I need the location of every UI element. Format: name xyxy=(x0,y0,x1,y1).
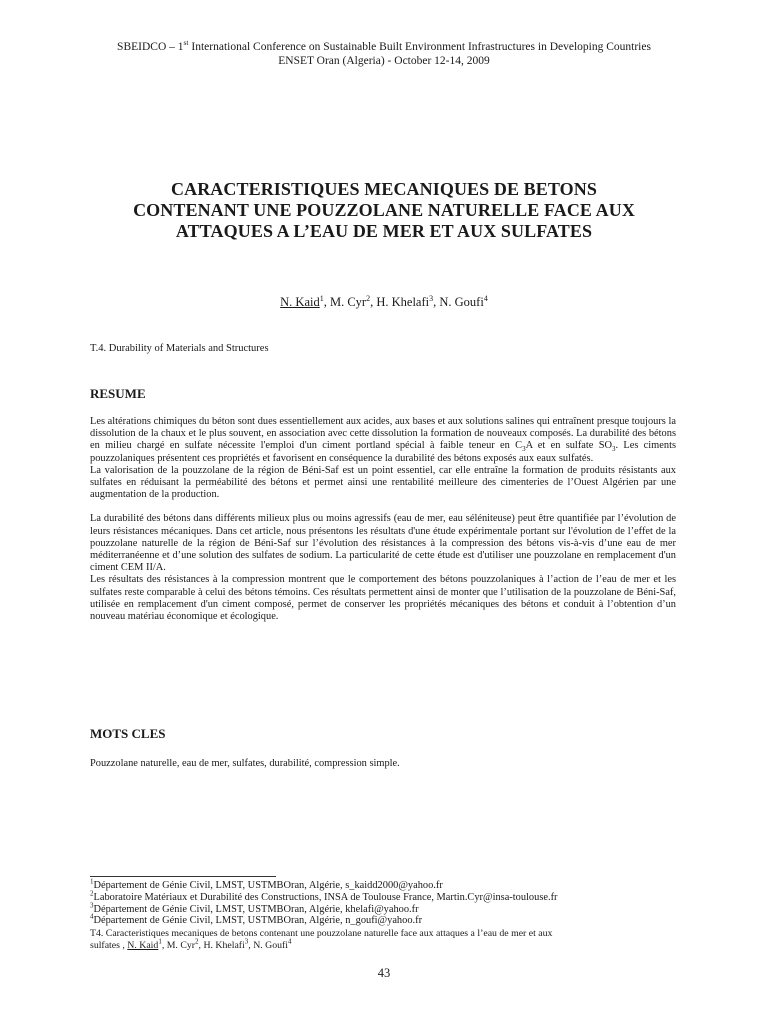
author-name: N. Goufi xyxy=(253,939,289,951)
page-number: 43 xyxy=(377,966,391,980)
keywords-heading: MOTS CLES xyxy=(90,726,166,741)
footnote-divider xyxy=(90,876,276,877)
footnote: $^3$Département de Génie Civil, LMST, USTMBOran, Algérie, khelafi@yahoo.fr xyxy=(90,901,419,915)
resume-paragraph: Les résultats des résistances à la compression montrent que le comportement des bétons pouzzolaniques à l’action de l’eau de mer et les sulfates reste comparable à celui des bétons témoins. Ces résultats permettent ainsi de monter que l’utilisation de la pouzzolane de Béni-Saf, utilisée en remplacement d'un ciment composé, permet de conserver les propriétés mécaniques des bétons et conduit à l’obtention d’un nouveau matériau économique et écologique. xyxy=(90,574,676,623)
author-name: H. Khelafi xyxy=(376,295,430,309)
resume-paragraph: La durabilité des bétons dans différents milieux plus ou moins agressifs (eau de mer, eau séléniteuse) peut être quantifiée par l’évolution de leurs résistances mécaniques. Dans cet article, nous présentons les résultats d'une étude expérimentale portant sur l'évolution de l’effet de la pouzzolane naturelle de la région de Béni-Saf sur l’évolution des résistances à la compression des bétons vis-à-vis d’une eau de mer méditerranéenne et d’une solution des sulfates de sodium. La particularité de cette étude est d'utiliser une pouzzolane en remplacement d'un ciment CEM II/A. xyxy=(90,513,676,574)
author-name: N. Kaid xyxy=(127,939,159,951)
footnote: $^4$Département de Génie Civil, LMST, USTMBOran, Algérie, n_goufi@yahoo.fr xyxy=(90,912,423,927)
author-name: N. Kaid xyxy=(280,295,320,309)
author-name: M. Cyr xyxy=(166,939,196,951)
conference-track: T.4. Durability of Materials and Structures xyxy=(90,343,269,354)
citation-line: T4. Caracteristiques mecaniques de betons contenant une pouzzolane naturelle face aux attaques a l’eau de mer et aux sulfates , N. Kaid$^1$, M. Cyr$^2$, H. Khelafi$^3$, N. Goufi$^4$ xyxy=(90,928,553,951)
resume-body xyxy=(90,416,676,623)
author-name: N. Goufi xyxy=(439,295,484,309)
footnote: $^1$Département de Génie Civil, LMST, USTMBOran, Algérie, s_kaidd2000@yahoo.fr xyxy=(90,877,443,891)
paper-title: CARACTERISTIQUES MECANIQUES DE BETONS CONTENANT UNE POUZZOLANE NATURELLE FACE AUX ATTAQUES A L’EAU DE MER ET AUX SULFATES xyxy=(133,179,635,241)
conference-venue: ENSET Oran (Algeria) - October 12-14, 2009 xyxy=(278,55,490,67)
keywords-text: Pouzzolane naturelle, eau de mer, sulfates, durabilité, compression simple. xyxy=(90,758,400,769)
resume-paragraph: La valorisation de la pouzzolane de la région de Béni-Saf est un point essentiel, car elle entraîne la formation de produits résistants aux sulfates en réduisant la perméabilité des bétons et permet ainsi une rentabilité meilleure des cimenteries de l’Ouest Algérien par une augmentation de la production. xyxy=(90,464,676,501)
resume-heading: RESUME xyxy=(90,386,146,401)
conference-name: SBEIDCO – 1st International Conference on Sustainable Built Environment Infrastructures in Developing Countries xyxy=(117,38,651,53)
author-name: M. Cyr xyxy=(329,295,367,309)
author-list: N. Kaid$^1$, M. Cyr$^2$, H. Khelafi$^3$, N. Goufi$^4$ xyxy=(280,293,488,309)
author-name: H. Khelafi xyxy=(203,939,245,951)
footnote: $^2$Laboratoire Matériaux et Durabilité des Constructions, INSA de Toulouse France, Martin.Cyr@insa-toulouse.fr xyxy=(90,889,558,903)
footnotes xyxy=(90,877,690,952)
conference-header xyxy=(90,40,678,68)
resume-paragraph: Les altérations chimiques du béton sont dues essentiellement aux acides, aux bases et aux solutions salines qui entraînent presque toujours la dissolution de la chaux et le plus souvent, en association avec cette dissolution la formation de nouveaux composés. La durabilité des bétons en milieu chargé en sulfate nécessite l'emploi d'un ciment portland spécial à faible teneur en $C_3A$ et en sulfate $SO_3$. Les ciments pouzzolaniques présentent ces propriétés et favorisent en conséquence la durabilité des bétons exposés aux eaux sulfatés. xyxy=(90,416,676,464)
